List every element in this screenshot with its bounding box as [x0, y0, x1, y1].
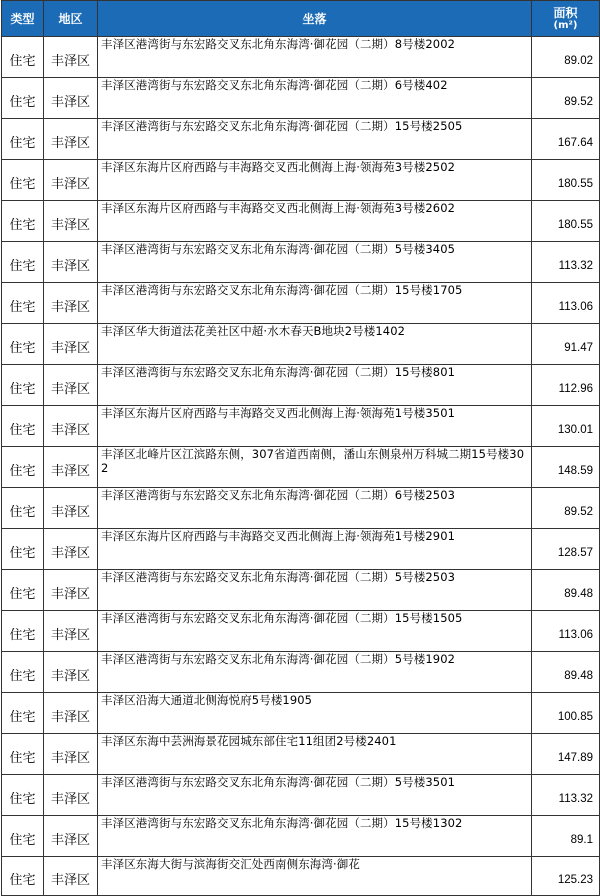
- address-cell: 丰泽区港湾街与东宏路交叉东北角东海湾·御花园（二期）6号楼2503: [98, 488, 532, 529]
- type-cell: 住宅: [2, 365, 44, 406]
- area-cell: 180.55: [532, 201, 600, 242]
- area-cell: 113.06: [532, 283, 600, 324]
- address-cell: 丰泽区港湾街与东宏路交叉东北角东海湾·御花园（二期）15号楼2505: [98, 119, 532, 160]
- type-cell: 住宅: [2, 693, 44, 734]
- district-cell: 丰泽区: [44, 816, 98, 857]
- table-row: [2, 119, 600, 160]
- type-cell: 住宅: [2, 78, 44, 119]
- type-cell: 住宅: [2, 529, 44, 570]
- area-cell: 89.52: [532, 78, 600, 119]
- table-row: [2, 857, 600, 896]
- area-cell: 91.47: [532, 324, 600, 365]
- area-cell: 167.64: [532, 119, 600, 160]
- table-row: [2, 324, 600, 365]
- type-cell: 住宅: [2, 816, 44, 857]
- table-row: [2, 160, 600, 201]
- header-area: [532, 1, 600, 37]
- table-row: [2, 611, 600, 652]
- district-cell: 丰泽区: [44, 734, 98, 775]
- area-cell: 128.57: [532, 529, 600, 570]
- district-cell: 丰泽区: [44, 119, 98, 160]
- type-cell: 住宅: [2, 160, 44, 201]
- address-cell: 丰泽区东海片区府西路与丰海路交叉西北侧海上海·领海苑1号楼3501: [98, 406, 532, 447]
- district-cell: 丰泽区: [44, 406, 98, 447]
- address-cell: 丰泽区东海大街与滨海街交汇处西南侧东海湾·御花: [98, 857, 532, 896]
- header-area-label: 面积: [553, 6, 578, 20]
- area-cell: 147.89: [532, 734, 600, 775]
- type-cell: 住宅: [2, 857, 44, 896]
- district-cell: 丰泽区: [44, 242, 98, 283]
- area-cell: 180.55: [532, 160, 600, 201]
- district-cell: 丰泽区: [44, 324, 98, 365]
- address-cell: 丰泽区华大街道法花美社区中超·水木春天B地块2号楼1402: [98, 324, 532, 365]
- type-cell: 住宅: [2, 775, 44, 816]
- type-cell: 住宅: [2, 734, 44, 775]
- address-cell: 丰泽区沿海大通道北侧海悦府5号楼1905: [98, 693, 532, 734]
- area-cell: 89.48: [532, 652, 600, 693]
- district-cell: 丰泽区: [44, 775, 98, 816]
- type-cell: 住宅: [2, 406, 44, 447]
- district-cell: 丰泽区: [44, 37, 98, 78]
- area-cell: 89.02: [532, 37, 600, 78]
- type-cell: 住宅: [2, 447, 44, 488]
- area-cell: 89.52: [532, 488, 600, 529]
- district-cell: 丰泽区: [44, 201, 98, 242]
- type-cell: 住宅: [2, 611, 44, 652]
- address-cell: 丰泽区港湾街与东宏路交叉东北角东海湾·御花园（二期）6号楼402: [98, 78, 532, 119]
- table-row: [2, 693, 600, 734]
- area-cell: 89.48: [532, 570, 600, 611]
- area-cell: 112.96: [532, 365, 600, 406]
- table-row: [2, 78, 600, 119]
- header-row: [2, 1, 600, 37]
- table-row: [2, 734, 600, 775]
- address-cell: 丰泽区港湾街与东宏路交叉东北角东海湾·御花园（二期）15号楼1302: [98, 816, 532, 857]
- address-cell: 丰泽区港湾街与东宏路交叉东北角东海湾·御花园（二期）15号楼1705: [98, 283, 532, 324]
- address-cell: 丰泽区东海片区府西路与丰海路交叉西北侧海上海·领海苑3号楼2602: [98, 201, 532, 242]
- type-cell: 住宅: [2, 201, 44, 242]
- district-cell: 丰泽区: [44, 857, 98, 896]
- header-type: 类型: [2, 1, 44, 37]
- header-district: 地区: [44, 1, 98, 37]
- table-row: [2, 447, 600, 488]
- property-listing-table: [1, 0, 600, 896]
- area-cell: 113.32: [532, 775, 600, 816]
- area-cell: 89.1: [532, 816, 600, 857]
- table-header: [2, 1, 600, 37]
- district-cell: 丰泽区: [44, 447, 98, 488]
- district-cell: 丰泽区: [44, 570, 98, 611]
- address-cell: 丰泽区港湾街与东宏路交叉东北角东海湾·御花园（二期）15号楼801: [98, 365, 532, 406]
- area-cell: 113.06: [532, 611, 600, 652]
- table-row: [2, 816, 600, 857]
- area-cell: 130.01: [532, 406, 600, 447]
- type-cell: 住宅: [2, 283, 44, 324]
- address-cell: 丰泽区港湾街与东宏路交叉东北角东海湾·御花园（二期）5号楼1902: [98, 652, 532, 693]
- table-row: [2, 488, 600, 529]
- address-cell: 丰泽区港湾街与东宏路交叉东北角东海湾·御花园（二期）5号楼3405: [98, 242, 532, 283]
- district-cell: 丰泽区: [44, 652, 98, 693]
- address-cell: 丰泽区东海中芸洲海景花园城东部住宅11组团2号楼2401: [98, 734, 532, 775]
- header-address: 坐落: [98, 1, 532, 37]
- address-cell: 丰泽区北峰片区江滨路东侧，307省道西南侧，潘山东侧泉州万科城二期15号楼302: [98, 447, 532, 488]
- area-cell: 113.32: [532, 242, 600, 283]
- table-row: [2, 283, 600, 324]
- district-cell: 丰泽区: [44, 488, 98, 529]
- district-cell: 丰泽区: [44, 78, 98, 119]
- address-cell: 丰泽区港湾街与东宏路交叉东北角东海湾·御花园（二期）15号楼1505: [98, 611, 532, 652]
- district-cell: 丰泽区: [44, 693, 98, 734]
- area-cell: 125.23: [532, 857, 600, 896]
- table-row: [2, 201, 600, 242]
- table-row: [2, 529, 600, 570]
- address-cell: 丰泽区东海片区府西路与丰海路交叉西北侧海上海·领海苑1号楼2901: [98, 529, 532, 570]
- district-cell: 丰泽区: [44, 283, 98, 324]
- table-row: [2, 775, 600, 816]
- table-row: [2, 570, 600, 611]
- type-cell: 住宅: [2, 37, 44, 78]
- district-cell: 丰泽区: [44, 611, 98, 652]
- type-cell: 住宅: [2, 570, 44, 611]
- address-cell: 丰泽区港湾街与东宏路交叉东北角东海湾·御花园（二期）5号楼2503: [98, 570, 532, 611]
- address-cell: 丰泽区港湾街与东宏路交叉东北角东海湾·御花园（二期）8号楼2002: [98, 37, 532, 78]
- table-row: [2, 652, 600, 693]
- area-cell: 100.85: [532, 693, 600, 734]
- address-cell: 丰泽区东海片区府西路与丰海路交叉西北侧海上海·领海苑3号楼2502: [98, 160, 532, 201]
- header-area-unit: (m²): [553, 20, 578, 31]
- area-cell: 148.59: [532, 447, 600, 488]
- type-cell: 住宅: [2, 324, 44, 365]
- table-row: [2, 242, 600, 283]
- table-row: [2, 365, 600, 406]
- address-cell: 丰泽区港湾街与东宏路交叉东北角东海湾·御花园（二期）5号楼3501: [98, 775, 532, 816]
- type-cell: 住宅: [2, 119, 44, 160]
- district-cell: 丰泽区: [44, 160, 98, 201]
- table-body: [2, 37, 600, 896]
- table-row: [2, 406, 600, 447]
- district-cell: 丰泽区: [44, 365, 98, 406]
- district-cell: 丰泽区: [44, 529, 98, 570]
- table-row: [2, 37, 600, 78]
- type-cell: 住宅: [2, 488, 44, 529]
- type-cell: 住宅: [2, 652, 44, 693]
- type-cell: 住宅: [2, 242, 44, 283]
